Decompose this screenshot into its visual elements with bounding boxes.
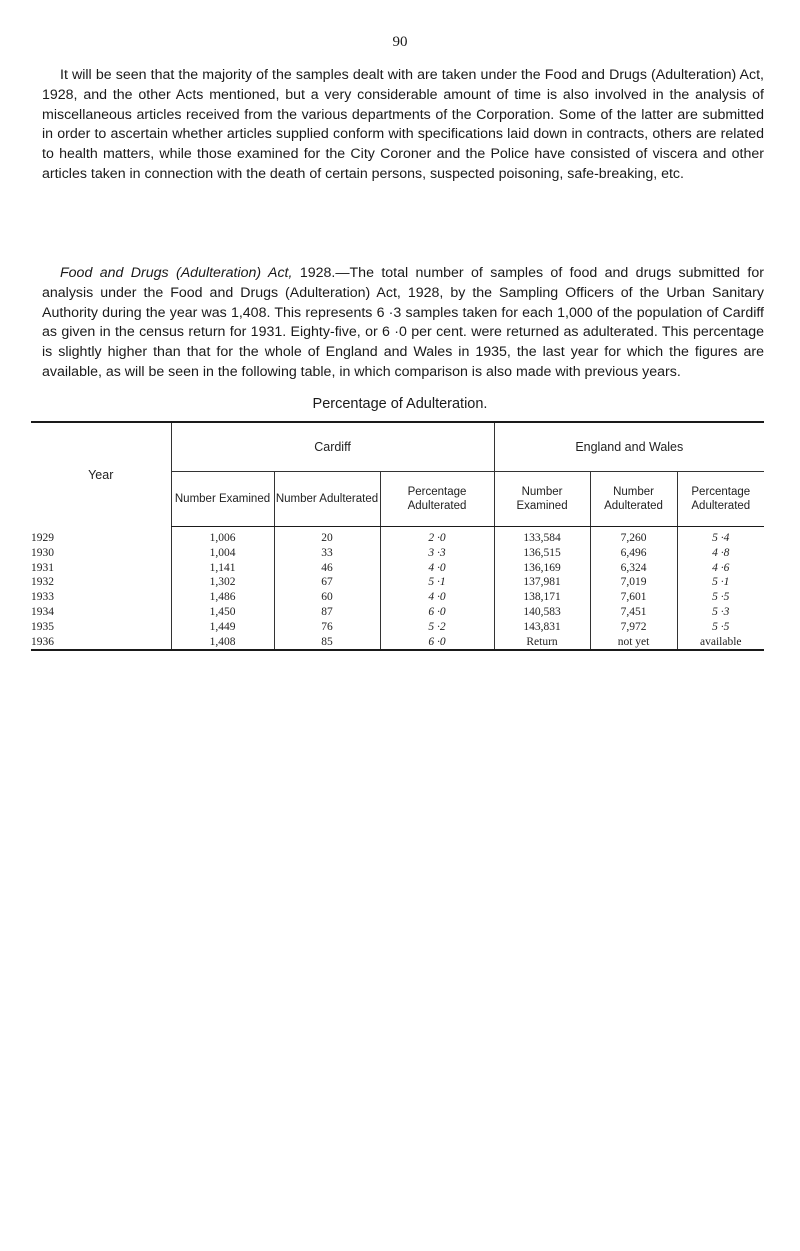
adulteration-table-wrap (31, 421, 764, 651)
england-adulterated-cell: 6,324 (590, 561, 677, 576)
cardiff-adulterated-cell: 60 (274, 590, 380, 605)
england-adulterated-header: Number Adulterated (590, 472, 677, 527)
cardiff-adulterated-cell: 20 (274, 527, 380, 546)
table-row (31, 590, 764, 605)
cardiff-percentage-cell: 4 ·0 (380, 561, 494, 576)
cardiff-adulterated-cell: 33 (274, 546, 380, 561)
food-and-drugs-paragraph (42, 264, 764, 383)
england-examined-cell: 133,584 (494, 527, 590, 546)
england-percentage-header: Percentage Adulterated (677, 472, 764, 527)
cardiff-adulterated-cell: 67 (274, 575, 380, 590)
england-examined-cell: 140,583 (494, 605, 590, 620)
table-body (31, 527, 764, 651)
cardiff-examined-cell: 1,141 (171, 561, 274, 576)
cardiff-percentage-cell: 2 ·0 (380, 527, 494, 546)
act-heading: Food and Drugs (Adulteration) Act, (60, 265, 293, 281)
england-percentage-cell: 4 ·6 (677, 561, 764, 576)
act-paragraph-body: 1928.—The total number of samples of food and drugs submitted for analysis under the Food and Drugs (Adulteration) Act, 1928, by the Sampling Officers of the Urban Sanitary Authority during the year was 1,408. This represents 6 ·3 samples taken for each 1,000 of the population of Cardiff as given in the census return for 1931. Eighty-five, or 6 ·0 per cent. were returned as adulterated. This percentage is slightly higher than that for the whole of England and Wales in 1935, the last year for which the figures are available, as will be seen in the following table, in which comparison is also made with previous years. (42, 265, 764, 380)
cardiff-percentage-cell: 5 ·1 (380, 575, 494, 590)
england-adulterated-cell: 6,496 (590, 546, 677, 561)
england-percentage-cell: 5 ·5 (677, 590, 764, 605)
cardiff-percentage-header: Percentage Adulterated (380, 472, 494, 527)
year-cell: 1931 (31, 561, 54, 574)
table-row (31, 620, 764, 635)
table-row (31, 561, 764, 576)
year-cell: 1936 (31, 635, 54, 648)
england-examined-cell: 138,171 (494, 590, 590, 605)
england-examined-cell: 137,981 (494, 575, 590, 590)
cardiff-percentage-cell: 6 ·0 (380, 635, 494, 651)
table-row (31, 527, 764, 546)
table-row (31, 605, 764, 620)
table-row (31, 635, 764, 651)
year-header: Year (88, 467, 114, 482)
cardiff-adulterated-header: Number Adulterated (274, 472, 380, 527)
cardiff-adulterated-cell: 87 (274, 605, 380, 620)
cardiff-examined-cell: 1,449 (171, 620, 274, 635)
cardiff-examined-cell: 1,486 (171, 590, 274, 605)
england-percentage-cell: 4 ·8 (677, 546, 764, 561)
england-percentage-cell: 5 ·1 (677, 575, 764, 590)
england-examined-header: Number Examined (494, 472, 590, 527)
england-examined-cell: Return (494, 635, 590, 651)
cardiff-examined-cell: 1,302 (171, 575, 274, 590)
cardiff-examined-cell: 1,408 (171, 635, 274, 651)
england-examined-cell: 136,515 (494, 546, 590, 561)
table-row (31, 546, 764, 561)
cardiff-percentage-cell: 3 ·3 (380, 546, 494, 561)
table-caption: Percentage of Adulteration. (312, 396, 488, 412)
adulteration-table (31, 421, 764, 651)
england-adulterated-cell: 7,451 (590, 605, 677, 620)
england-adulterated-cell: not yet (590, 635, 677, 651)
year-cell: 1934 (31, 605, 54, 618)
cardiff-percentage-cell: 4 ·0 (380, 590, 494, 605)
cardiff-percentage-cell: 5 ·2 (380, 620, 494, 635)
england-percentage-cell: available (677, 635, 764, 651)
page-number: 90 (392, 34, 408, 50)
intro-paragraph: It will be seen that the majority of the samples dealt with are taken under the Food and Drugs (Adulteration) Act, 1928, and the other Acts mentioned, but a very considerable amount of time is also involved in the analysis of miscellaneous articles received from the various departments of the Corporation. Some of the latter are submitted in order to ascertain whether articles supplied conform with specifications laid down in contracts, others are related to health matters, while those examined for the City Coroner and the Police have consisted of viscera and other articles taken in connection with the death of certain persons, suspected poisoning, safe-breaking, etc. (42, 67, 764, 182)
cardiff-group-header: Cardiff (171, 422, 494, 472)
england-adulterated-cell: 7,972 (590, 620, 677, 635)
england-wales-group-header: England and Wales (494, 422, 764, 472)
england-examined-cell: 143,831 (494, 620, 590, 635)
year-cell: 1930 (31, 546, 54, 559)
year-cell: 1932 (31, 576, 54, 589)
england-adulterated-cell: 7,260 (590, 527, 677, 546)
england-percentage-cell: 5 ·5 (677, 620, 764, 635)
cardiff-examined-cell: 1,004 (171, 546, 274, 561)
cardiff-examined-cell: 1,006 (171, 527, 274, 546)
england-percentage-cell: 5 ·4 (677, 527, 764, 546)
year-cell: 1935 (31, 620, 54, 633)
england-adulterated-cell: 7,019 (590, 575, 677, 590)
year-cell: 1929 (31, 531, 54, 544)
cardiff-adulterated-cell: 46 (274, 561, 380, 576)
england-percentage-cell: 5 ·3 (677, 605, 764, 620)
cardiff-adulterated-cell: 76 (274, 620, 380, 635)
cardiff-examined-header: Number Examined (171, 472, 274, 527)
cardiff-adulterated-cell: 85 (274, 635, 380, 651)
cardiff-percentage-cell: 6 ·0 (380, 605, 494, 620)
england-adulterated-cell: 7,601 (590, 590, 677, 605)
year-cell: 1933 (31, 591, 54, 604)
table-row (31, 575, 764, 590)
cardiff-examined-cell: 1,450 (171, 605, 274, 620)
england-examined-cell: 136,169 (494, 561, 590, 576)
